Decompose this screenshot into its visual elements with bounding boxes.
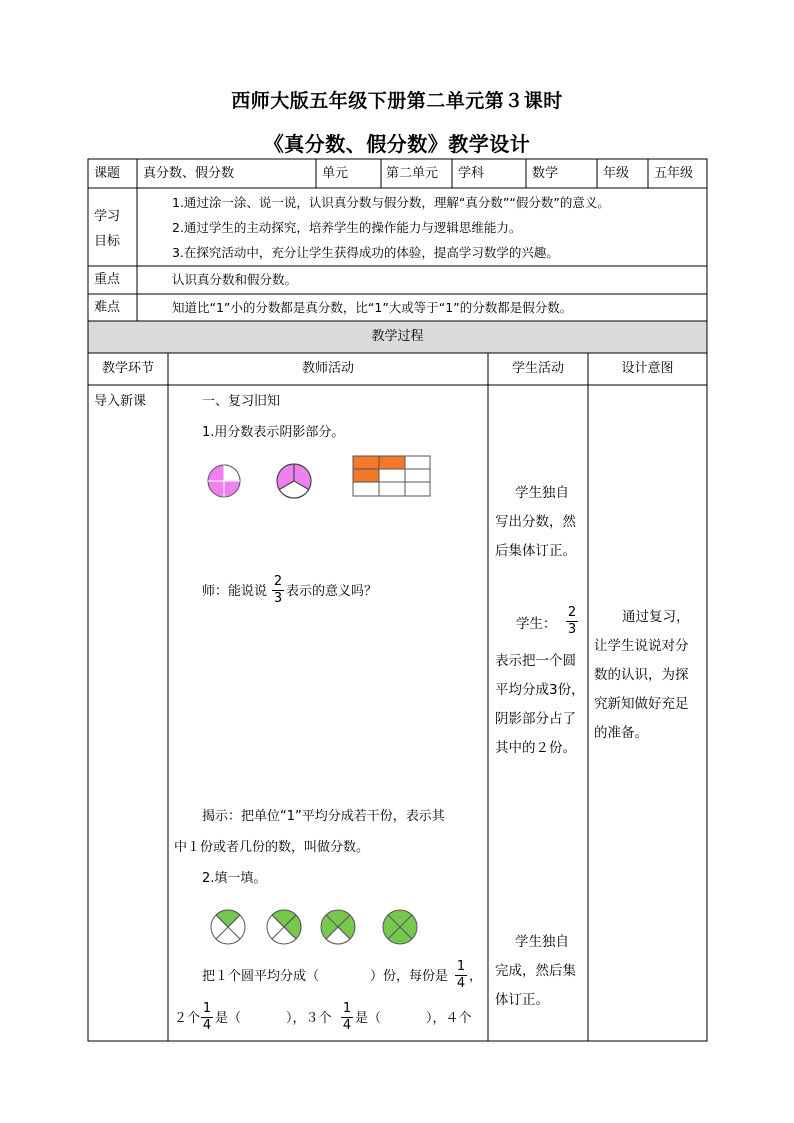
goals-label-line1: 学习 [94,209,121,224]
task-2: 2.填一填。 [202,871,267,886]
student-line: 阴影部分占了 [495,711,576,727]
document-subtitle: 《真分数、假分数》教学设计 [263,132,531,156]
review-title: 一、复习旧知 [202,394,281,409]
student-line: 平均分成3份， [495,682,585,698]
fraction-numerator: 1 [342,1001,352,1016]
goals-label-line2: 目标 [94,234,121,249]
student-line: 其中的２份。 [495,740,576,756]
fraction-two-thirds [566,606,578,637]
process-header: 教学过程 [371,329,424,344]
unit-value: 第二单元 [386,166,439,181]
fill-line1-c: ， [469,969,483,984]
unit-label: 单元 [322,166,349,181]
student-line: 体订正。 [495,992,549,1008]
goal-item: 2.通过学生的主动探究，培养学生的操作能力与逻辑思维能力。 [172,220,522,235]
col-header-stage: 教学环节 [101,361,154,376]
difficulty-value: 知道比“1”小的分数都是真分数，比“1”大或等于“1”的分数都是假分数。 [172,300,573,315]
difficulty-label: 难点 [94,300,121,315]
key-point-value: 认识真分数和假分数。 [172,272,298,287]
student-line: 后集体订正。 [495,543,576,559]
fraction-denominator: 3 [567,622,577,637]
student-activity-1 [495,479,587,566]
reveal-line-2: 中１份或者几份的数，叫做分数。 [174,840,370,855]
student-answer-prefix: 学生： [516,616,557,632]
table-lines [88,159,707,1041]
fraction-denominator: 4 [342,1018,352,1033]
fill-line1-b: ）份，每份是 [370,969,449,984]
rectangle-grid-figure [353,456,430,496]
design-intent [594,603,704,748]
question-prefix: 师：能说说 [202,584,268,599]
third-circle-figure [277,464,311,498]
fill-line2-a: ２个 [174,1011,201,1026]
key-point-label: 重点 [94,272,121,287]
student-line: 完成，然后集 [495,963,576,979]
student-line: 表示把一个圆 [495,653,576,669]
subject-label: 学科 [458,166,485,181]
goal-item: 1.通过涂一涂、说一说，认识真分数与假分数，理解“真分数”“假分数”的意义。 [172,195,610,210]
intent-line: 的准备。 [594,725,648,741]
fraction-numerator: 2 [273,574,283,589]
document-title: 西师大版五年级下册第二单元第３课时 [231,90,563,112]
grade-label: 年级 [603,166,630,181]
intent-line: 通过复习， [622,609,690,625]
student-activity-3 [495,928,587,1015]
topic-label: 课题 [94,166,121,181]
student-line: 写出分数，然 [495,514,576,530]
col-header-teacher: 教师活动 [301,361,354,376]
fill-line2-d: 是（ [355,1011,382,1026]
fill-line1-a: 把１个圆平均分成（ [202,969,320,984]
task-1: 1.用分数表示阴影部分。 [202,425,345,440]
fraction-numerator: 1 [456,959,466,974]
fraction-numerator: 2 [567,605,577,620]
intent-line: 数的认识，为探 [594,667,689,683]
goal-item: 3.在探究活动中，充分让学生获得成功的体验，提高学习数学的兴趣。 [172,245,559,260]
student-line: 学生独自 [515,934,569,950]
col-header-intent: 设计意图 [621,361,674,376]
fraction-denominator: 4 [456,976,466,991]
student-line: 学生独自 [515,485,569,501]
topic-value: 真分数、假分数 [143,166,235,181]
intent-line: 让学生说说对分 [594,638,689,654]
green-quarter-circles [211,910,417,944]
fraction-denominator: 3 [273,591,283,606]
fraction-one-quarter [341,1002,353,1033]
fraction-denominator: 4 [202,1018,212,1033]
col-header-student: 学生活动 [511,361,564,376]
reveal-line-1: 揭示：把单位“1”平均分成若干份，表示其 [202,809,445,824]
question-suffix: 表示的意义吗？ [286,584,378,599]
subject-value: 数学 [532,166,559,181]
intent-line: 究新知做好充足 [594,696,689,712]
fill-line2-c: ），３个 [286,1011,332,1026]
stage-name: 导入新课 [94,394,147,409]
fill-line2-b: 是（ [215,1011,242,1026]
fraction-one-quarter [201,1002,213,1033]
student-activity-2 [495,647,587,763]
fraction-numerator: 1 [202,1001,212,1016]
fraction-two-thirds [272,575,284,606]
quarter-circle-figure [208,465,240,497]
fraction-one-quarter [455,960,467,991]
grade-value: 五年级 [654,166,694,181]
fill-line2-e: ），４个 [426,1011,472,1026]
